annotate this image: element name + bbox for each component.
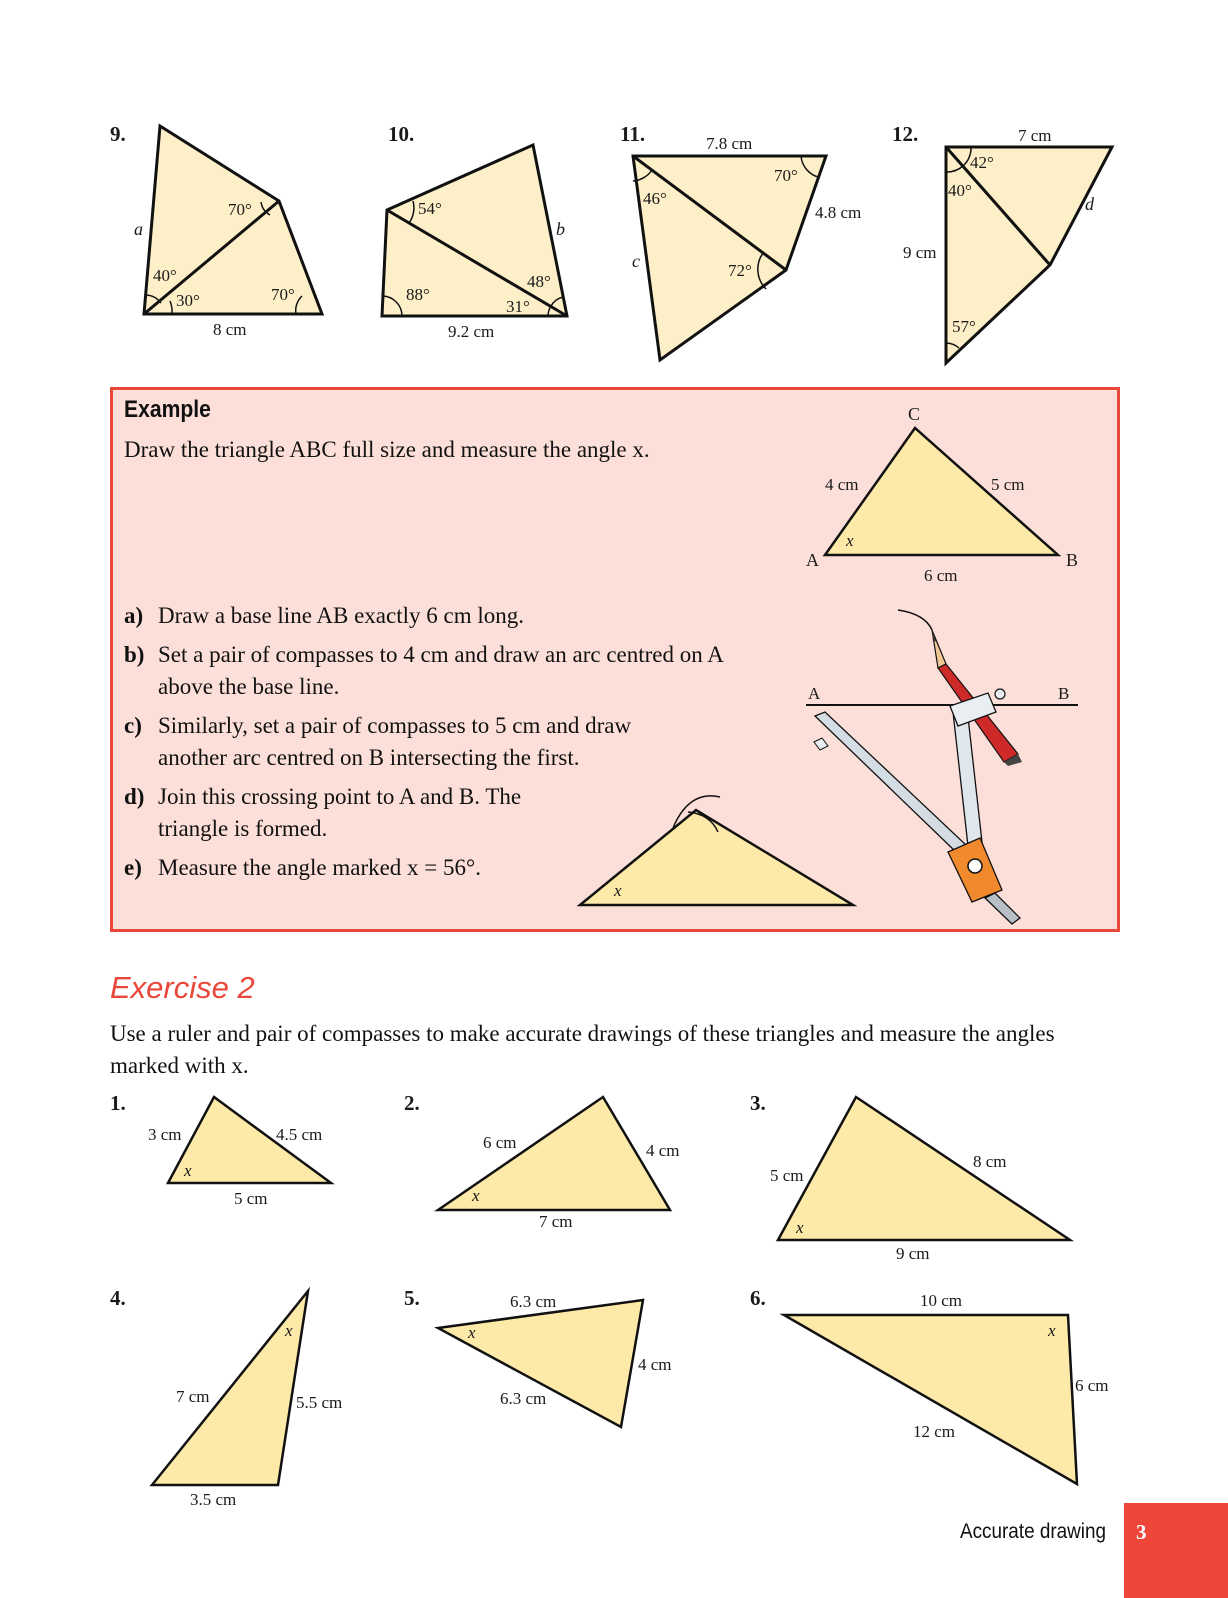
exercise-question-1 xyxy=(110,1091,331,1208)
angle-label: 54° xyxy=(418,199,442,218)
side-label: 5.5 cm xyxy=(296,1393,343,1412)
question-number: 11. xyxy=(620,122,646,146)
side-label: 6.3 cm xyxy=(510,1292,557,1311)
side-label: 3 cm xyxy=(148,1125,182,1144)
vertex-label: A xyxy=(806,550,819,570)
side-label: 5 cm xyxy=(770,1166,804,1185)
question-number: 9. xyxy=(110,122,126,146)
angle-label: 57° xyxy=(952,317,976,336)
side-label: 6.3 cm xyxy=(500,1389,547,1408)
side-label: 4 cm xyxy=(638,1355,672,1374)
question-number: 4. xyxy=(110,1286,126,1310)
step-letter: b) xyxy=(124,642,145,667)
exercise-title: Exercise 2 xyxy=(110,970,255,1005)
side-label: 4.5 cm xyxy=(276,1125,323,1144)
angle-label: 42° xyxy=(970,153,994,172)
question-number: 2. xyxy=(404,1091,420,1115)
exercise-question-6 xyxy=(750,1286,1109,1484)
question-number: 1. xyxy=(110,1091,126,1115)
question-number: 5. xyxy=(404,1286,420,1310)
step-item xyxy=(124,600,784,632)
footer-chapter-label: Accurate drawing xyxy=(960,1520,1107,1543)
example-triangle-abc xyxy=(806,404,1078,585)
angle-label: 88° xyxy=(406,285,430,304)
exercise-question-5 xyxy=(404,1286,672,1427)
angle-label: 70° xyxy=(228,200,252,219)
example-intro xyxy=(124,437,650,463)
step-text: Similarly, set a pair of compasses to 5 cm and draw another arc centred on B intersecting the first. xyxy=(158,713,632,770)
example-intro-text: Draw the triangle ABC full size and measure the angle x. xyxy=(124,437,650,462)
side-label: 5 cm xyxy=(234,1189,268,1208)
side-label: 3.5 cm xyxy=(190,1490,237,1509)
step-text: Measure the angle marked x = 56°. xyxy=(158,855,481,880)
step-letter: e) xyxy=(124,855,142,880)
side-label: 9 cm xyxy=(896,1244,930,1263)
angle-label: x xyxy=(796,1218,804,1237)
question-11-figure xyxy=(620,122,861,360)
exercise-question-4 xyxy=(110,1286,342,1509)
step-item xyxy=(124,852,784,884)
vertex-label: C xyxy=(908,404,921,424)
side-label: a xyxy=(134,219,143,239)
side-label: 8 cm xyxy=(973,1152,1007,1171)
step-text: Join this crossing point to A and B. The triangle is formed. xyxy=(158,784,522,841)
angle-label: 48° xyxy=(527,272,551,291)
step-letter: c) xyxy=(124,713,142,738)
page-number: 3 xyxy=(1136,1520,1147,1544)
angle-label: 70° xyxy=(271,285,295,304)
side-label: 6 cm xyxy=(483,1133,517,1152)
question-number: 12. xyxy=(892,122,919,146)
side-label: 6 cm xyxy=(1075,1376,1109,1395)
angle-label: x xyxy=(468,1323,476,1342)
side-label: 12 cm xyxy=(913,1422,956,1441)
angle-label: x xyxy=(184,1161,192,1180)
angle-label: x xyxy=(472,1186,480,1205)
step-item xyxy=(124,639,754,703)
angle-label: 40° xyxy=(153,266,177,285)
exercise-question-2 xyxy=(404,1091,680,1231)
page-number-tab xyxy=(1124,1503,1228,1598)
compass-arc xyxy=(898,610,932,630)
angle-label: x xyxy=(846,531,854,550)
side-label: 7.8 cm xyxy=(706,134,753,153)
side-label: 4.8 cm xyxy=(815,203,862,222)
example-steps xyxy=(124,600,784,891)
angle-label: 40° xyxy=(948,181,972,200)
question-number: 10. xyxy=(388,122,415,146)
point-label: B xyxy=(1058,684,1070,703)
angle-label: 72° xyxy=(728,261,752,280)
angle-label: x xyxy=(285,1321,293,1340)
vertex-label: B xyxy=(1066,550,1079,570)
side-label: 5 cm xyxy=(991,475,1025,494)
angle-label: 31° xyxy=(506,297,530,316)
side-label: c xyxy=(632,251,640,271)
angle-label: 46° xyxy=(643,189,667,208)
side-label: 7 cm xyxy=(539,1212,573,1231)
side-label: 10 cm xyxy=(920,1291,963,1310)
side-label: d xyxy=(1085,194,1094,214)
step-item xyxy=(124,781,544,845)
step-text: Draw a base line AB exactly 6 cm long. xyxy=(158,603,524,628)
side-label: 9.2 cm xyxy=(448,322,495,341)
angle-label: x xyxy=(1048,1321,1056,1340)
step-text: Set a pair of compasses to 4 cm and draw an arc centred on A above the base line. xyxy=(158,642,723,699)
side-label: b xyxy=(556,219,565,239)
angle-label: x xyxy=(614,881,622,900)
side-label: 4 cm xyxy=(825,475,859,494)
question-12-figure xyxy=(892,122,1112,363)
example-heading: Example xyxy=(124,396,211,423)
exercise-instruction: Use a ruler and pair of compasses to make accurate drawings of these triangles and measure the angles marked with x. xyxy=(110,1021,1055,1078)
step-item xyxy=(124,710,684,774)
question-9-figure xyxy=(110,122,322,339)
exercise-question-3 xyxy=(750,1091,1070,1263)
question-number: 6. xyxy=(750,1286,766,1310)
side-label: 7 cm xyxy=(1018,126,1052,145)
side-label: 4 cm xyxy=(646,1141,680,1160)
point-label: A xyxy=(808,684,821,703)
question-10-figure xyxy=(382,122,567,341)
side-label: 6 cm xyxy=(924,566,958,585)
side-label: 7 cm xyxy=(176,1387,210,1406)
angle-label: 70° xyxy=(774,166,798,185)
side-label: 8 cm xyxy=(213,320,247,339)
side-label: 9 cm xyxy=(903,243,937,262)
question-number: 3. xyxy=(750,1091,766,1115)
step-letter: d) xyxy=(124,784,145,809)
compass-illustration xyxy=(806,610,1078,924)
angle-label: 30° xyxy=(176,291,200,310)
step-letter: a) xyxy=(124,603,144,628)
